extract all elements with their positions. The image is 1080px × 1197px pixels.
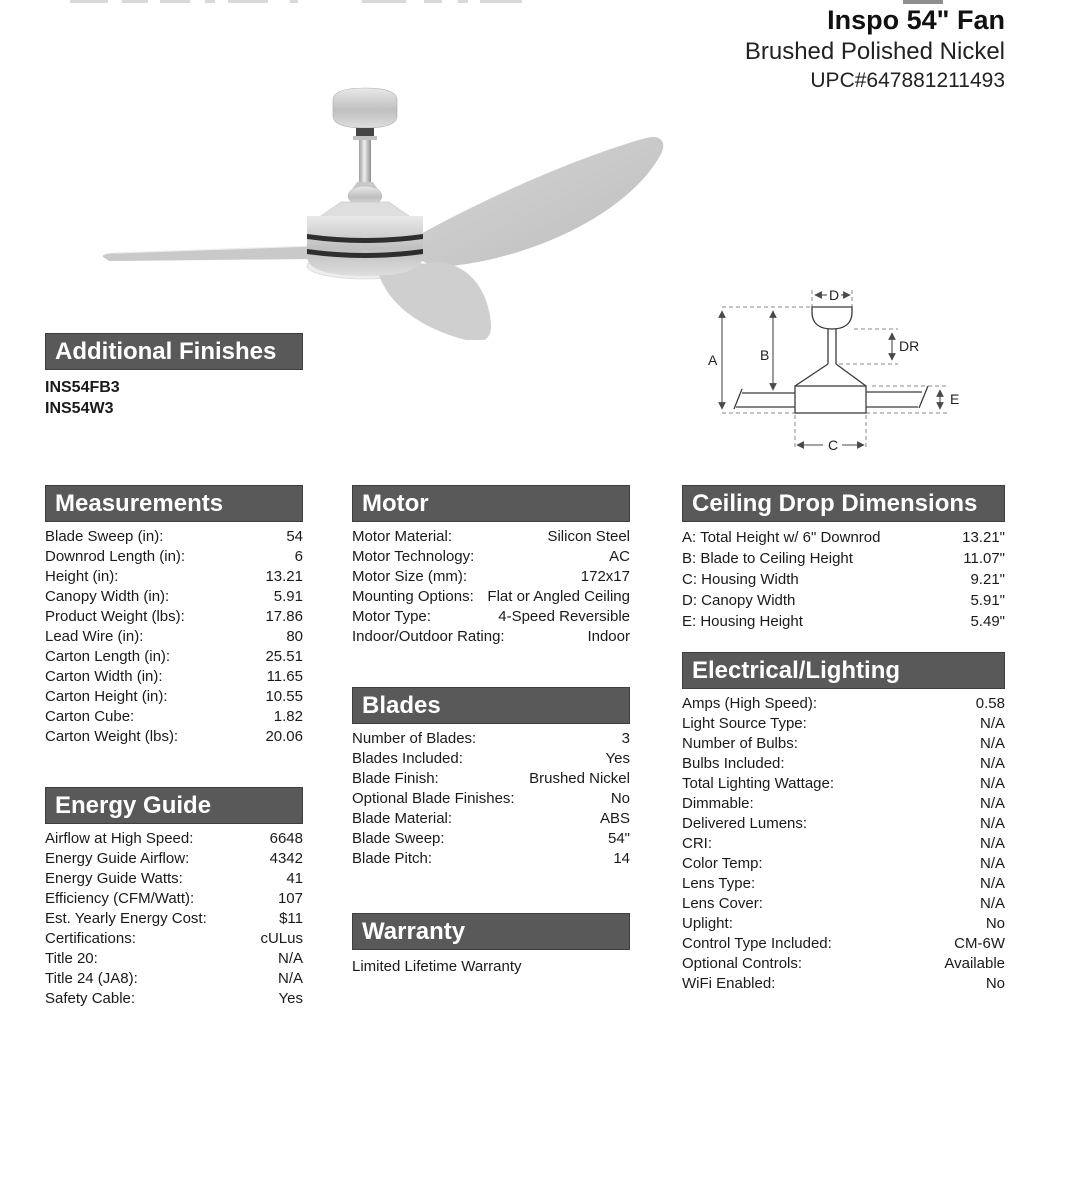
spec-label: Certifications: xyxy=(45,930,136,947)
spec-row xyxy=(352,769,630,789)
spec-row xyxy=(45,989,303,1009)
spec-row xyxy=(45,707,303,727)
spec-row xyxy=(45,727,303,747)
section-measurements xyxy=(45,485,303,747)
spec-value: 107 xyxy=(277,890,303,907)
spec-value: 6 xyxy=(294,548,303,565)
spec-label: Energy Guide Watts: xyxy=(45,870,183,887)
spec-label: C: Housing Width xyxy=(682,571,799,588)
spec-row xyxy=(682,714,1005,734)
spec-label: Safety Cable: xyxy=(45,990,136,1007)
section-header-additional-finishes: Additional Finishes xyxy=(45,333,303,370)
spec-row xyxy=(45,527,303,547)
spec-value: ABS xyxy=(599,810,630,827)
spec-value: N/A xyxy=(277,950,303,967)
spec-label: D: Canopy Width xyxy=(682,592,796,609)
spec-row xyxy=(45,567,303,587)
spec-label: Optional Controls: xyxy=(682,955,803,972)
spec-label: Blade Sweep (in): xyxy=(45,528,164,545)
spec-value: 10.55 xyxy=(265,688,303,705)
spec-value: No xyxy=(985,975,1005,992)
section-additional-finishes xyxy=(45,333,303,419)
spec-row xyxy=(352,789,630,809)
spec-row xyxy=(682,914,1005,934)
spec-value: 11.07" xyxy=(963,550,1005,567)
spec-label: Light Source Type: xyxy=(682,715,807,732)
finish-code: INS54FB3 xyxy=(45,379,120,396)
spec-row xyxy=(682,548,1005,569)
electrical-rows xyxy=(682,694,1005,994)
spec-row xyxy=(682,569,1005,590)
section-ceiling-drop-dimensions xyxy=(682,485,1005,632)
spec-value: N/A xyxy=(979,795,1005,812)
spec-value: 1.82 xyxy=(273,708,303,725)
spec-label: Uplight: xyxy=(682,915,733,932)
spec-row xyxy=(682,934,1005,954)
measurements-rows xyxy=(45,527,303,747)
spec-value: 54" xyxy=(607,830,630,847)
spec-row xyxy=(45,667,303,687)
spec-label: Height (in): xyxy=(45,568,119,585)
spec-row xyxy=(352,547,630,567)
spec-value: Available xyxy=(944,955,1005,972)
ceiling-drop-rows xyxy=(682,527,1005,632)
spec-value: N/A xyxy=(979,715,1005,732)
spec-label: Blades Included: xyxy=(352,750,463,767)
spec-row xyxy=(352,749,630,769)
spec-label: Number of Bulbs: xyxy=(682,735,798,752)
spec-label: Motor Technology: xyxy=(352,548,475,565)
spec-label: Optional Blade Finishes: xyxy=(352,790,515,807)
spec-value: Yes xyxy=(278,990,303,1007)
spec-row xyxy=(682,774,1005,794)
spec-label: Blade Material: xyxy=(352,810,453,827)
spec-label: Efficiency (CFM/Watt): xyxy=(45,890,195,907)
spec-label: Total Lighting Wattage: xyxy=(682,775,835,792)
spec-value: Silicon Steel xyxy=(547,528,630,545)
section-header-energy-guide: Energy Guide xyxy=(45,787,303,824)
spec-value: N/A xyxy=(979,755,1005,772)
spec-label: Title 20: xyxy=(45,950,98,967)
spec-value: N/A xyxy=(979,835,1005,852)
spec-value: 0.58 xyxy=(975,695,1005,712)
spec-row xyxy=(682,794,1005,814)
product-upc: UPC#647881211493 xyxy=(810,69,1005,92)
spec-label: Indoor/Outdoor Rating: xyxy=(352,628,505,645)
spec-row xyxy=(352,627,630,647)
spec-row xyxy=(352,849,630,869)
spec-label: A: Total Height w/ 6" Downrod xyxy=(682,529,881,546)
spec-value: $11 xyxy=(279,910,303,927)
spec-label: Product Weight (lbs): xyxy=(45,608,185,625)
spec-row xyxy=(352,527,630,547)
spec-value: 13.21" xyxy=(962,529,1005,546)
ceiling-drop-diagram xyxy=(700,282,1020,472)
spec-value: N/A xyxy=(979,875,1005,892)
spec-label: Canopy Width (in): xyxy=(45,588,170,605)
section-motor xyxy=(352,485,630,647)
spec-value: 54 xyxy=(286,528,303,545)
spec-row xyxy=(45,969,303,989)
spec-value: 5.91 xyxy=(273,588,303,605)
spec-label: Number of Blades: xyxy=(352,730,477,747)
spec-label: Downrod Length (in): xyxy=(45,548,186,565)
product-finish: Brushed Polished Nickel xyxy=(744,38,1005,65)
spec-row xyxy=(682,734,1005,754)
spec-label: Color Temp: xyxy=(682,855,763,872)
spec-row xyxy=(682,954,1005,974)
section-energy-guide xyxy=(45,787,303,1009)
spec-value: cULus xyxy=(260,930,303,947)
spec-label: Dimmable: xyxy=(682,795,754,812)
spec-label: Lens Cover: xyxy=(682,895,763,912)
spec-value: CM-6W xyxy=(954,935,1005,952)
spec-value: 41 xyxy=(286,870,303,887)
spec-label: Title 24 (JA8): xyxy=(45,970,138,987)
section-header-measurements: Measurements xyxy=(45,485,303,522)
spec-value: N/A xyxy=(979,895,1005,912)
spec-label: Blade Sweep: xyxy=(352,830,445,847)
spec-row xyxy=(682,854,1005,874)
spec-value: 17.86 xyxy=(265,608,303,625)
diagram-label-e: E xyxy=(950,391,960,407)
spec-row xyxy=(45,607,303,627)
diagram-label-d: D xyxy=(829,287,840,303)
diagram-label-dr: DR xyxy=(899,338,920,354)
spec-row xyxy=(45,909,303,929)
spec-label: Motor Type: xyxy=(352,608,431,625)
energy-guide-rows xyxy=(45,829,303,1009)
spec-row xyxy=(45,647,303,667)
spec-value: 11.65 xyxy=(266,668,303,685)
spec-label: Energy Guide Airflow: xyxy=(45,850,190,867)
spec-label: Delivered Lumens: xyxy=(682,815,808,832)
spec-row xyxy=(45,869,303,889)
section-header-motor: Motor xyxy=(352,485,630,522)
diagram-label-c: C xyxy=(828,437,839,453)
spec-row xyxy=(352,587,630,607)
diagram-label-a: A xyxy=(708,352,718,368)
spec-label: Amps (High Speed): xyxy=(682,695,818,712)
spec-label: Lead Wire (in): xyxy=(45,628,144,645)
spec-label: Mounting Options: xyxy=(352,588,474,605)
spec-row xyxy=(45,829,303,849)
spec-label: Carton Width (in): xyxy=(45,668,163,685)
spec-label: Blade Pitch: xyxy=(352,850,433,867)
spec-label: Carton Length (in): xyxy=(45,648,171,665)
spec-label: CRI: xyxy=(682,835,712,852)
spec-label: Carton Cube: xyxy=(45,708,135,725)
spec-row xyxy=(682,974,1005,994)
spec-row xyxy=(682,590,1005,611)
spec-value: 14 xyxy=(613,850,630,867)
spec-row xyxy=(45,889,303,909)
spec-value: 80 xyxy=(286,628,303,645)
spec-label: Lens Type: xyxy=(682,875,756,892)
spec-label: WiFi Enabled: xyxy=(682,975,776,992)
spec-row xyxy=(682,611,1005,632)
spec-label: B: Blade to Ceiling Height xyxy=(682,550,853,567)
spec-value: 13.21 xyxy=(265,568,303,585)
spec-row xyxy=(45,849,303,869)
spec-label: Carton Height (in): xyxy=(45,688,168,705)
spec-row xyxy=(682,527,1005,548)
spec-label: Carton Weight (lbs): xyxy=(45,728,179,745)
spec-value: Flat or Angled Ceiling xyxy=(487,588,630,605)
spec-value: N/A xyxy=(979,855,1005,872)
finish-code: INS54W3 xyxy=(45,400,114,417)
spec-row xyxy=(682,754,1005,774)
spec-row xyxy=(45,587,303,607)
section-header-warranty: Warranty xyxy=(352,913,630,950)
spec-value: No xyxy=(985,915,1005,932)
blades-rows xyxy=(352,729,630,869)
spec-label: Motor Size (mm): xyxy=(352,568,468,585)
section-header-ceiling-drop: Ceiling Drop Dimensions xyxy=(682,485,1005,522)
spec-label: E: Housing Height xyxy=(682,613,803,630)
product-title: Inspo 54" Fan xyxy=(827,5,1005,35)
spec-row xyxy=(682,834,1005,854)
spec-value: 3 xyxy=(621,730,630,747)
spec-value: 6648 xyxy=(269,830,303,847)
spec-value: N/A xyxy=(979,815,1005,832)
spec-value: 25.51 xyxy=(265,648,303,665)
spec-label: Blade Finish: xyxy=(352,770,439,787)
spec-row xyxy=(682,694,1005,714)
diagram-label-b: B xyxy=(760,347,770,363)
spec-value: 4-Speed Reversible xyxy=(498,608,630,625)
spec-value: N/A xyxy=(979,775,1005,792)
spec-label: Est. Yearly Energy Cost: xyxy=(45,910,207,927)
spec-row xyxy=(352,809,630,829)
spec-label: Control Type Included: xyxy=(682,935,832,952)
spec-value: N/A xyxy=(979,735,1005,752)
spec-row xyxy=(352,729,630,749)
spec-value: 5.91" xyxy=(970,592,1005,609)
spec-value: Brushed Nickel xyxy=(529,770,630,787)
spec-value: 20.06 xyxy=(265,728,303,745)
spec-row xyxy=(45,929,303,949)
spec-row xyxy=(682,894,1005,914)
finish-list xyxy=(45,377,303,419)
spec-value: 9.21" xyxy=(970,571,1005,588)
spec-value: No xyxy=(610,790,630,807)
spec-value: 5.49" xyxy=(970,613,1005,630)
spec-row xyxy=(682,814,1005,834)
warranty-text: Limited Lifetime Warranty xyxy=(352,958,522,975)
motor-rows xyxy=(352,527,630,647)
spec-label: Airflow at High Speed: xyxy=(45,830,194,847)
spec-row xyxy=(45,687,303,707)
spec-value: AC xyxy=(609,548,630,565)
section-header-electrical: Electrical/Lighting xyxy=(682,652,1005,689)
spec-value: Yes xyxy=(605,750,630,767)
spec-row xyxy=(45,949,303,969)
spec-row xyxy=(45,547,303,567)
spec-row xyxy=(45,627,303,647)
spec-row xyxy=(352,607,630,627)
spec-label: Motor Material: xyxy=(352,528,453,545)
spec-row xyxy=(352,829,630,849)
spec-row xyxy=(352,567,630,587)
spec-value: Indoor xyxy=(587,628,630,645)
spec-value: 4342 xyxy=(269,850,303,867)
product-header xyxy=(745,4,1005,95)
section-header-blades: Blades xyxy=(352,687,630,724)
spec-row xyxy=(682,874,1005,894)
spec-value: N/A xyxy=(277,970,303,987)
section-blades xyxy=(352,687,630,869)
section-warranty xyxy=(352,913,630,977)
section-electrical-lighting xyxy=(682,652,1005,994)
spec-label: Bulbs Included: xyxy=(682,755,785,772)
spec-value: 172x17 xyxy=(580,568,630,585)
fan-product-image xyxy=(60,60,680,340)
